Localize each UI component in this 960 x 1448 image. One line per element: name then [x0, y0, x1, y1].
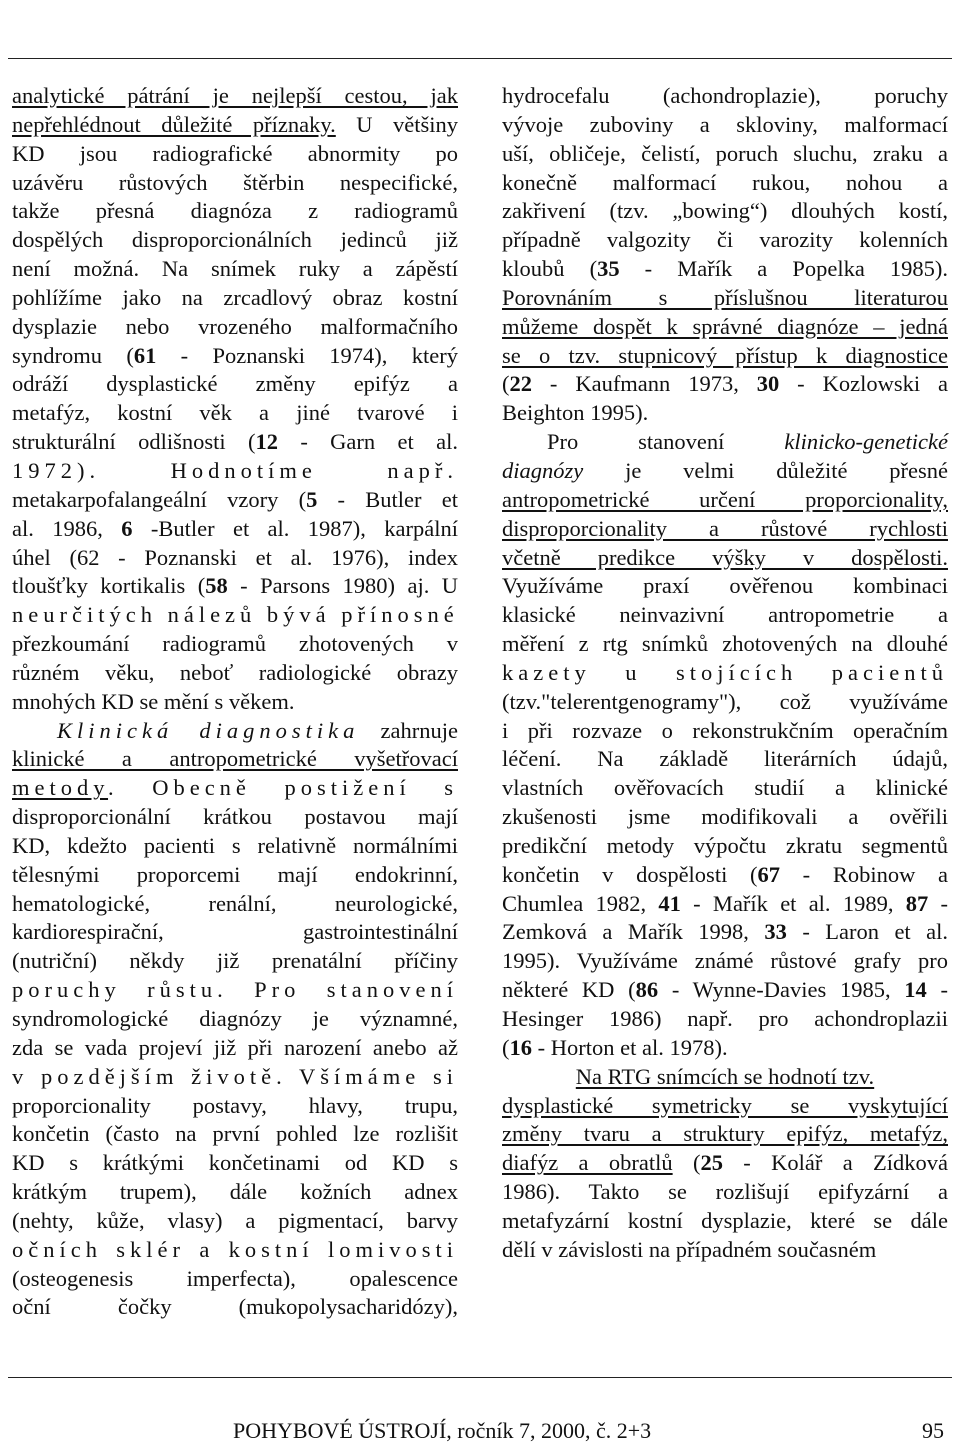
text-line: predikční metody výpočtu zkratu segmentů	[502, 832, 948, 858]
text-line: včetně predikce výšky v dospělosti.	[502, 544, 948, 570]
text-line: (osteogenesis imperfecta), opalescence	[12, 1265, 458, 1291]
text-line: konečně malformací rukou, nohou a	[502, 169, 948, 195]
text-line: kardiorespirační, gastrointestinální	[12, 919, 458, 945]
text-line: antropometrické určení proporcionality,	[502, 486, 948, 512]
text-line: analytické pátrání je nejlepší cestou, jak	[12, 83, 458, 108]
text-line: kazety u stojících pacientů	[502, 659, 948, 685]
text-line: (nehty, kůže, vlasy) a pigmentací, barvy	[12, 1207, 458, 1233]
text-line: v pozdějším životě. Všímáme si	[12, 1063, 458, 1089]
text-line: úhel (62 - Poznanski et al. 1976), index	[12, 544, 458, 570]
text-line: krátkým trupem), dále kožních adnex	[12, 1179, 458, 1205]
text-line: případně valgozity či varozity kolenních	[502, 227, 948, 253]
text-line: dysplastické symetricky se vyskytující	[502, 1092, 948, 1118]
text-line: měření z rtg snímků zhotovených na dlouhé	[502, 631, 948, 657]
text-line: Zemková a Mařík 1998, 33 - Laron et al.	[502, 919, 948, 945]
text-line: neurčitých nálezů bývá přínosné	[12, 602, 459, 628]
text-line: oční čočky (mukopolysacharidózy),	[12, 1294, 458, 1320]
text-line: hydrocefalu (achondroplazie), poruchy	[502, 83, 948, 108]
bottom-rule	[8, 1377, 952, 1378]
text-line: (16 - Horton et al. 1978).	[502, 1034, 728, 1060]
text-line: dysplazie nebo vrozeného malformačního	[12, 313, 458, 339]
text-line: dělí v závislosti na případném současném	[502, 1236, 877, 1262]
left-column	[12, 82, 458, 1322]
text-line: Porovnáním s příslušnou literaturou	[502, 284, 948, 310]
text-line: kloubů (35 - Mařík a Popelka 1985).	[502, 256, 949, 282]
text-line: zda se vada projeví již při narození anebo až	[12, 1034, 458, 1060]
text-line: očních sklér a kostní lomivosti	[12, 1236, 458, 1262]
page-number: 95	[922, 1418, 944, 1443]
right-column	[502, 82, 948, 1265]
text-line: metafyzární kostní dysplazie, které se dále	[502, 1207, 948, 1233]
text-line: metakarpofalangeální vzory (5 - Butler et	[12, 486, 458, 512]
text-line: diafýz a obratlů (25 - Kolář a Zídková	[502, 1150, 949, 1176]
text-line: některé KD (86 - Wynne-Davies 1985, 14 -	[502, 977, 948, 1003]
text-line: (nutriční) někdy již prenatální příčiny	[12, 948, 458, 974]
text-line: končetin (často na první pohled lze rozlišit	[12, 1121, 458, 1147]
text-line: zkušenosti jsme modifikovali a ověřili	[502, 804, 948, 830]
text-line: hematologické, renální, neurologické,	[12, 890, 458, 916]
text-line: i při rozvaze o rekonstrukčním operačním	[502, 717, 948, 743]
text-line: tělesnými proporcemi mají endokrinní,	[12, 861, 458, 887]
text-line: změny tvaru a struktury epifýz, metafýz,	[502, 1121, 948, 1147]
top-rule	[8, 58, 952, 59]
text-line: 1986). Takto se rozlišují epifyzární a	[502, 1179, 948, 1205]
text-line: Klinická diagnostika zahrnuje	[57, 717, 458, 743]
text-line: disproporcionální krátkou postavou mají	[12, 804, 458, 830]
text-line: klasické neinvazivní antropometrie a	[502, 602, 948, 628]
text-line: se o tzv. stupnicový přístup k diagnostice	[502, 342, 948, 368]
text-line: takže přesná diagnóza z radiogramů	[12, 198, 458, 224]
text-line: odráží dysplastické změny epifýz a	[12, 371, 458, 397]
text-line: léčení. Na základě literárních údajů,	[502, 746, 948, 772]
text-line: (tzv."telerentgenogramy"), což využíváme	[502, 688, 948, 714]
text-line: Na RTG snímcích se hodnotí tzv.	[575, 1063, 875, 1089]
text-line: Využíváme praxí ověřenou kombinaci	[502, 573, 948, 599]
text-line: vývoje zuboviny a skloviny, malformací	[502, 111, 948, 137]
text-line: pohlížíme jako na zrcadlový obraz kostní	[12, 284, 458, 310]
text-line: Chumlea 1982, 41 - Mařík et al. 1989, 87 -	[502, 890, 948, 916]
text-line: KD s krátkými končetinami od KD s	[12, 1150, 458, 1176]
text-line: diagnózy je velmi důležité přesné	[502, 457, 948, 483]
journal-citation: POHYBOVÉ ÚSTROJÍ, ročník 7, 2000, č. 2+3	[233, 1418, 652, 1443]
text-line: Beighton 1995).	[502, 400, 649, 426]
text-line: tloušťky kortikalis (58 - Parsons 1980) aj. U	[12, 573, 459, 599]
text-line: KD jsou radiografické abnormity po	[12, 140, 458, 166]
text-line: (22 - Kaufmann 1973, 30 - Kozlowski a	[502, 371, 948, 397]
text-line: strukturální odlišnosti (12 - Garn et al.	[12, 429, 458, 455]
text-line: disproporcionality a růstové rychlosti	[502, 515, 948, 541]
text-line: syndromu (61 - Poznanski 1974), který	[12, 342, 458, 368]
text-line: 1995). Využíváme známé růstové grafy pro	[502, 948, 948, 974]
text-line: Hesinger 1986) např. pro achondroplazii	[502, 1006, 948, 1031]
text-line: dospělých disproporcionálních jedinců již	[12, 227, 458, 253]
text-line: klinické a antropometrické vyšetřovací	[12, 746, 458, 772]
text-line: metody. Obecně postižení s	[12, 775, 458, 801]
text-line: syndromologické diagnózy je významné,	[12, 1006, 458, 1031]
text-line: metafýz, kostní věk a jiné tvarové i	[12, 400, 458, 426]
text-line: různém věku, neboť radiologické obrazy	[12, 659, 458, 685]
text-line: uší, obličeje, čelistí, poruch sluchu, zraku a	[502, 140, 948, 166]
text-line: není možná. Na snímek ruky a zápěstí	[12, 256, 458, 282]
text-line: al. 1986, 6 -Butler et al. 1987), karpální	[12, 515, 458, 541]
text-line: uzávěru růstových štěrbin nespecifické,	[12, 169, 458, 195]
text-line: zakřivení (tzv. „bowing“) dlouhých kostí,	[502, 198, 948, 224]
text-line: nepřehlédnout důležité příznaky. U většiny	[12, 111, 458, 137]
text-line: můžeme dospět k správné diagnóze – jedná	[502, 313, 948, 339]
text-line: mnohých KD se mění s věkem.	[12, 688, 295, 714]
text-line: poruchy růstu. Pro stanovení	[12, 977, 458, 1003]
text-line: přezkoumání radiogramů zhotovených v	[12, 631, 458, 657]
text-line: Pro stanovení klinicko-genetické	[547, 429, 948, 455]
text-line: končetin v dospělosti (67 - Robinow a	[502, 861, 948, 887]
text-line: KD, kdežto pacienti s relativně normálními	[12, 832, 458, 858]
text-line: proporcionality postavy, hlavy, trupu,	[12, 1092, 458, 1118]
text-line: 1972). Hodnotíme např.	[12, 457, 458, 483]
text-line: vlastních ověřovacích studií a klinické	[502, 775, 948, 801]
